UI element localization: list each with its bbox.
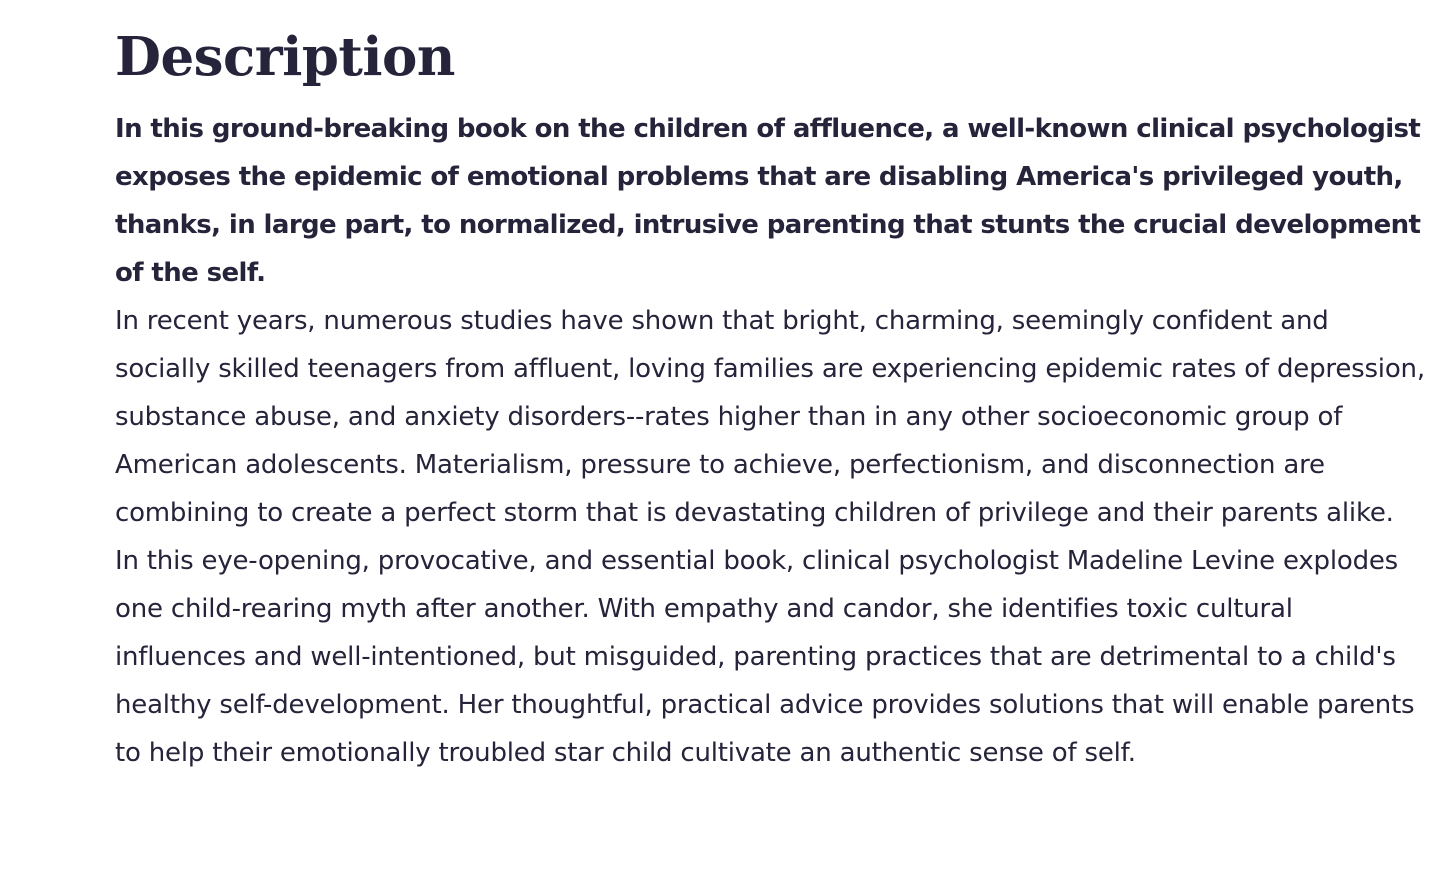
description-paragraph-2: In this eye-opening, provocative, and essential book, clinical psychologist Madeline Levine explodes one child-rearing myth after another. With empathy and candor, she identifies toxic cultural influences and well-intentioned, but misguided, parenting practices that are detrimental to a child's healthy self-development. Her thoughtful, practical advice provides solutions that will enable parents to help their emotionally troubled star child cultivate an authentic sense of self. [115, 546, 1415, 768]
description-paragraph-1: In recent years, numerous studies have shown that bright, charming, seemingly confident and socially skilled teenagers from affluent, loving families are experiencing epidemic rates of depression, substance abuse, and anxiety disorders--rates higher than in any other socioeconomic group of American adolescents. Materialism, pressure to achieve, perfectionism, and disconnection are combining to create a perfect storm that is devastating children of privilege and their parents alike. [115, 306, 1425, 528]
description-lead-paragraph: In this ground-breaking book on the children of affluence, a well-known clinical psychologist exposes the epidemic of emotional problems that are disabling America's privileged youth, thanks, in large part, to normalized, intrusive parenting that stunts the crucial development of the self. [115, 114, 1421, 288]
description-heading: Description [115, 26, 455, 88]
description-section [115, 22, 1425, 777]
